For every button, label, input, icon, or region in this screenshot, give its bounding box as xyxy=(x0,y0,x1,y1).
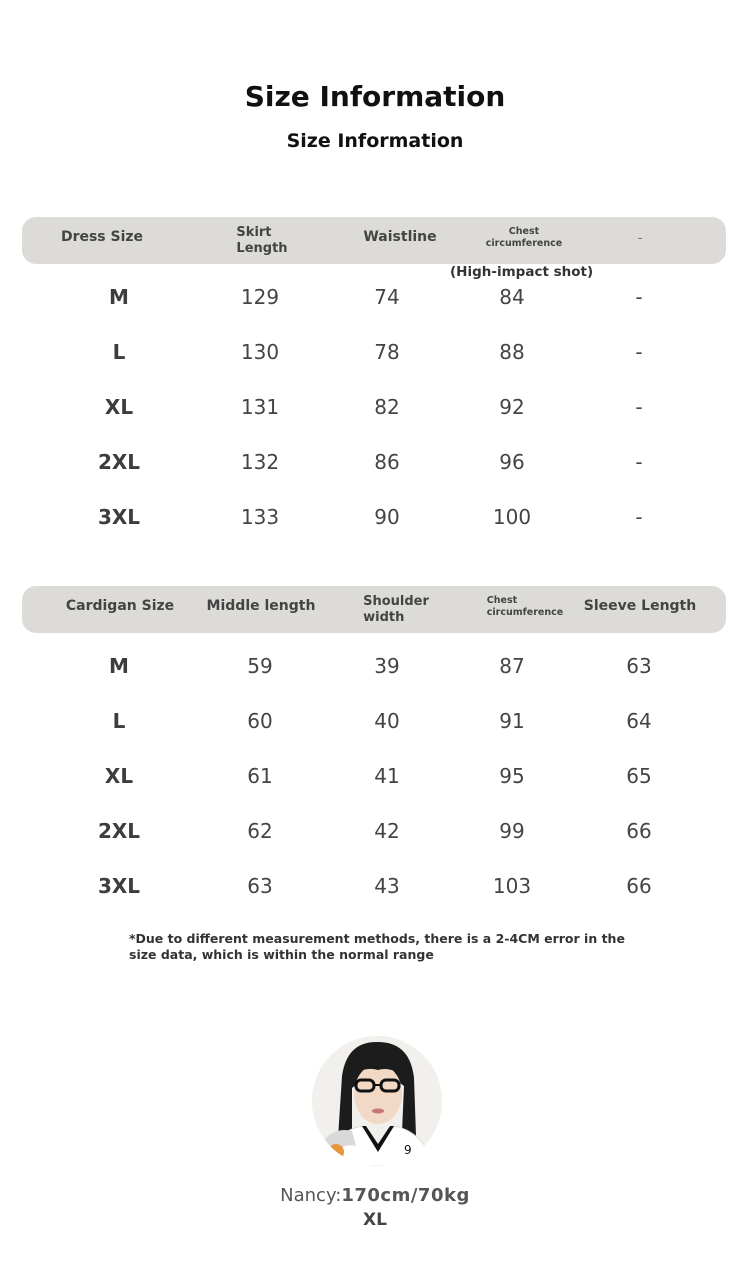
page-title: Size Information xyxy=(244,80,506,113)
cardigan-cell-r2-c1: 61 xyxy=(247,764,273,788)
cardigan-header-size: Cardigan Size xyxy=(65,598,175,614)
cardigan-header-shoulder-width: Shoulder width xyxy=(363,594,429,625)
model-size: XL xyxy=(363,1210,387,1230)
dress-cell-r0-c1: 129 xyxy=(240,285,280,309)
dress-cell-r2-c2: 82 xyxy=(374,395,400,419)
cardigan-cell-r1-c3: 91 xyxy=(499,709,525,733)
dress-cell-r4-c3: 100 xyxy=(492,505,532,529)
cardigan-cell-r2-c4: 65 xyxy=(626,764,652,788)
dress-cell-r3-c2: 86 xyxy=(374,450,400,474)
svg-text:9: 9 xyxy=(404,1143,412,1157)
cardigan-table-header xyxy=(22,586,726,633)
cardigan-cell-r4-c3: 103 xyxy=(492,874,532,898)
measurement-footnote: *Due to different measurement methods, there is a 2-4CM error in the size data, which is within the normal range xyxy=(129,931,625,962)
dress-cell-r1-c2: 78 xyxy=(374,340,400,364)
cardigan-cell-r4-c1: 63 xyxy=(247,874,273,898)
dress-header-size: Dress Size xyxy=(60,229,144,245)
cardigan-cell-r2-c0: XL xyxy=(104,764,134,788)
cardigan-cell-r3-c2: 42 xyxy=(374,819,400,843)
dress-cell-r3-c4: - xyxy=(635,450,643,474)
dress-cell-r1-c3: 88 xyxy=(499,340,525,364)
dress-cell-r4-c2: 90 xyxy=(374,505,400,529)
dress-cell-r3-c1: 132 xyxy=(240,450,280,474)
cardigan-header-chest: Chest circumference xyxy=(486,595,564,618)
model-name-label: Nancy: xyxy=(280,1185,342,1206)
cardigan-cell-r2-c2: 41 xyxy=(374,764,400,788)
cardigan-cell-r0-c3: 87 xyxy=(499,654,525,678)
dress-cell-r4-c4: - xyxy=(635,505,643,529)
cardigan-cell-r3-c3: 99 xyxy=(499,819,525,843)
cardigan-cell-r3-c0: 2XL xyxy=(97,819,141,843)
dress-cell-r4-c1: 133 xyxy=(240,505,280,529)
dress-cell-r3-c0: 2XL xyxy=(97,450,141,474)
cardigan-header-middle-length: Middle length xyxy=(206,598,316,614)
model-portrait-illustration xyxy=(312,1036,442,1166)
cardigan-cell-r4-c4: 66 xyxy=(626,874,652,898)
dress-cell-r2-c1: 131 xyxy=(240,395,280,419)
dress-cell-r0-c4: - xyxy=(635,285,643,309)
dress-cell-r3-c3: 96 xyxy=(499,450,525,474)
model-info xyxy=(0,1185,750,1206)
high-impact-note: (High-impact shot) xyxy=(450,264,594,280)
cardigan-cell-r0-c1: 59 xyxy=(247,654,273,678)
dress-header-waistline: Waistline xyxy=(363,229,437,245)
dress-table-header xyxy=(22,217,726,264)
dress-cell-r0-c3: 84 xyxy=(499,285,525,309)
cardigan-cell-r0-c0: M xyxy=(109,654,129,678)
cardigan-cell-r4-c0: 3XL xyxy=(97,874,141,898)
model-avatar xyxy=(312,1036,442,1166)
dress-header-chest: Chest circumference xyxy=(485,226,563,249)
cardigan-cell-r1-c4: 64 xyxy=(626,709,652,733)
dress-cell-r0-c0: M xyxy=(109,285,129,309)
cardigan-cell-r1-c2: 40 xyxy=(374,709,400,733)
dress-cell-r4-c0: 3XL xyxy=(97,505,141,529)
model-measurements: 170cm/70kg xyxy=(341,1185,470,1206)
page-subtitle: Size Information xyxy=(286,130,464,152)
dress-cell-r1-c4: - xyxy=(635,340,643,364)
cardigan-cell-r1-c1: 60 xyxy=(247,709,273,733)
cardigan-cell-r3-c1: 62 xyxy=(247,819,273,843)
dress-cell-r2-c0: XL xyxy=(104,395,134,419)
dress-header-skirt-length: Skirt Length xyxy=(236,225,288,256)
dress-cell-r1-c1: 130 xyxy=(240,340,280,364)
cardigan-cell-r3-c4: 66 xyxy=(626,819,652,843)
cardigan-cell-r4-c2: 43 xyxy=(374,874,400,898)
dress-cell-r2-c4: - xyxy=(635,395,643,419)
dress-cell-r0-c2: 74 xyxy=(374,285,400,309)
dress-cell-r2-c3: 92 xyxy=(499,395,525,419)
dress-cell-r1-c0: L xyxy=(112,340,126,364)
cardigan-cell-r2-c3: 95 xyxy=(499,764,525,788)
cardigan-cell-r1-c0: L xyxy=(112,709,126,733)
dress-header-extra: - xyxy=(637,231,643,245)
cardigan-cell-r0-c4: 63 xyxy=(626,654,652,678)
cardigan-cell-r0-c2: 39 xyxy=(374,654,400,678)
cardigan-header-sleeve-length: Sleeve Length xyxy=(583,598,697,614)
